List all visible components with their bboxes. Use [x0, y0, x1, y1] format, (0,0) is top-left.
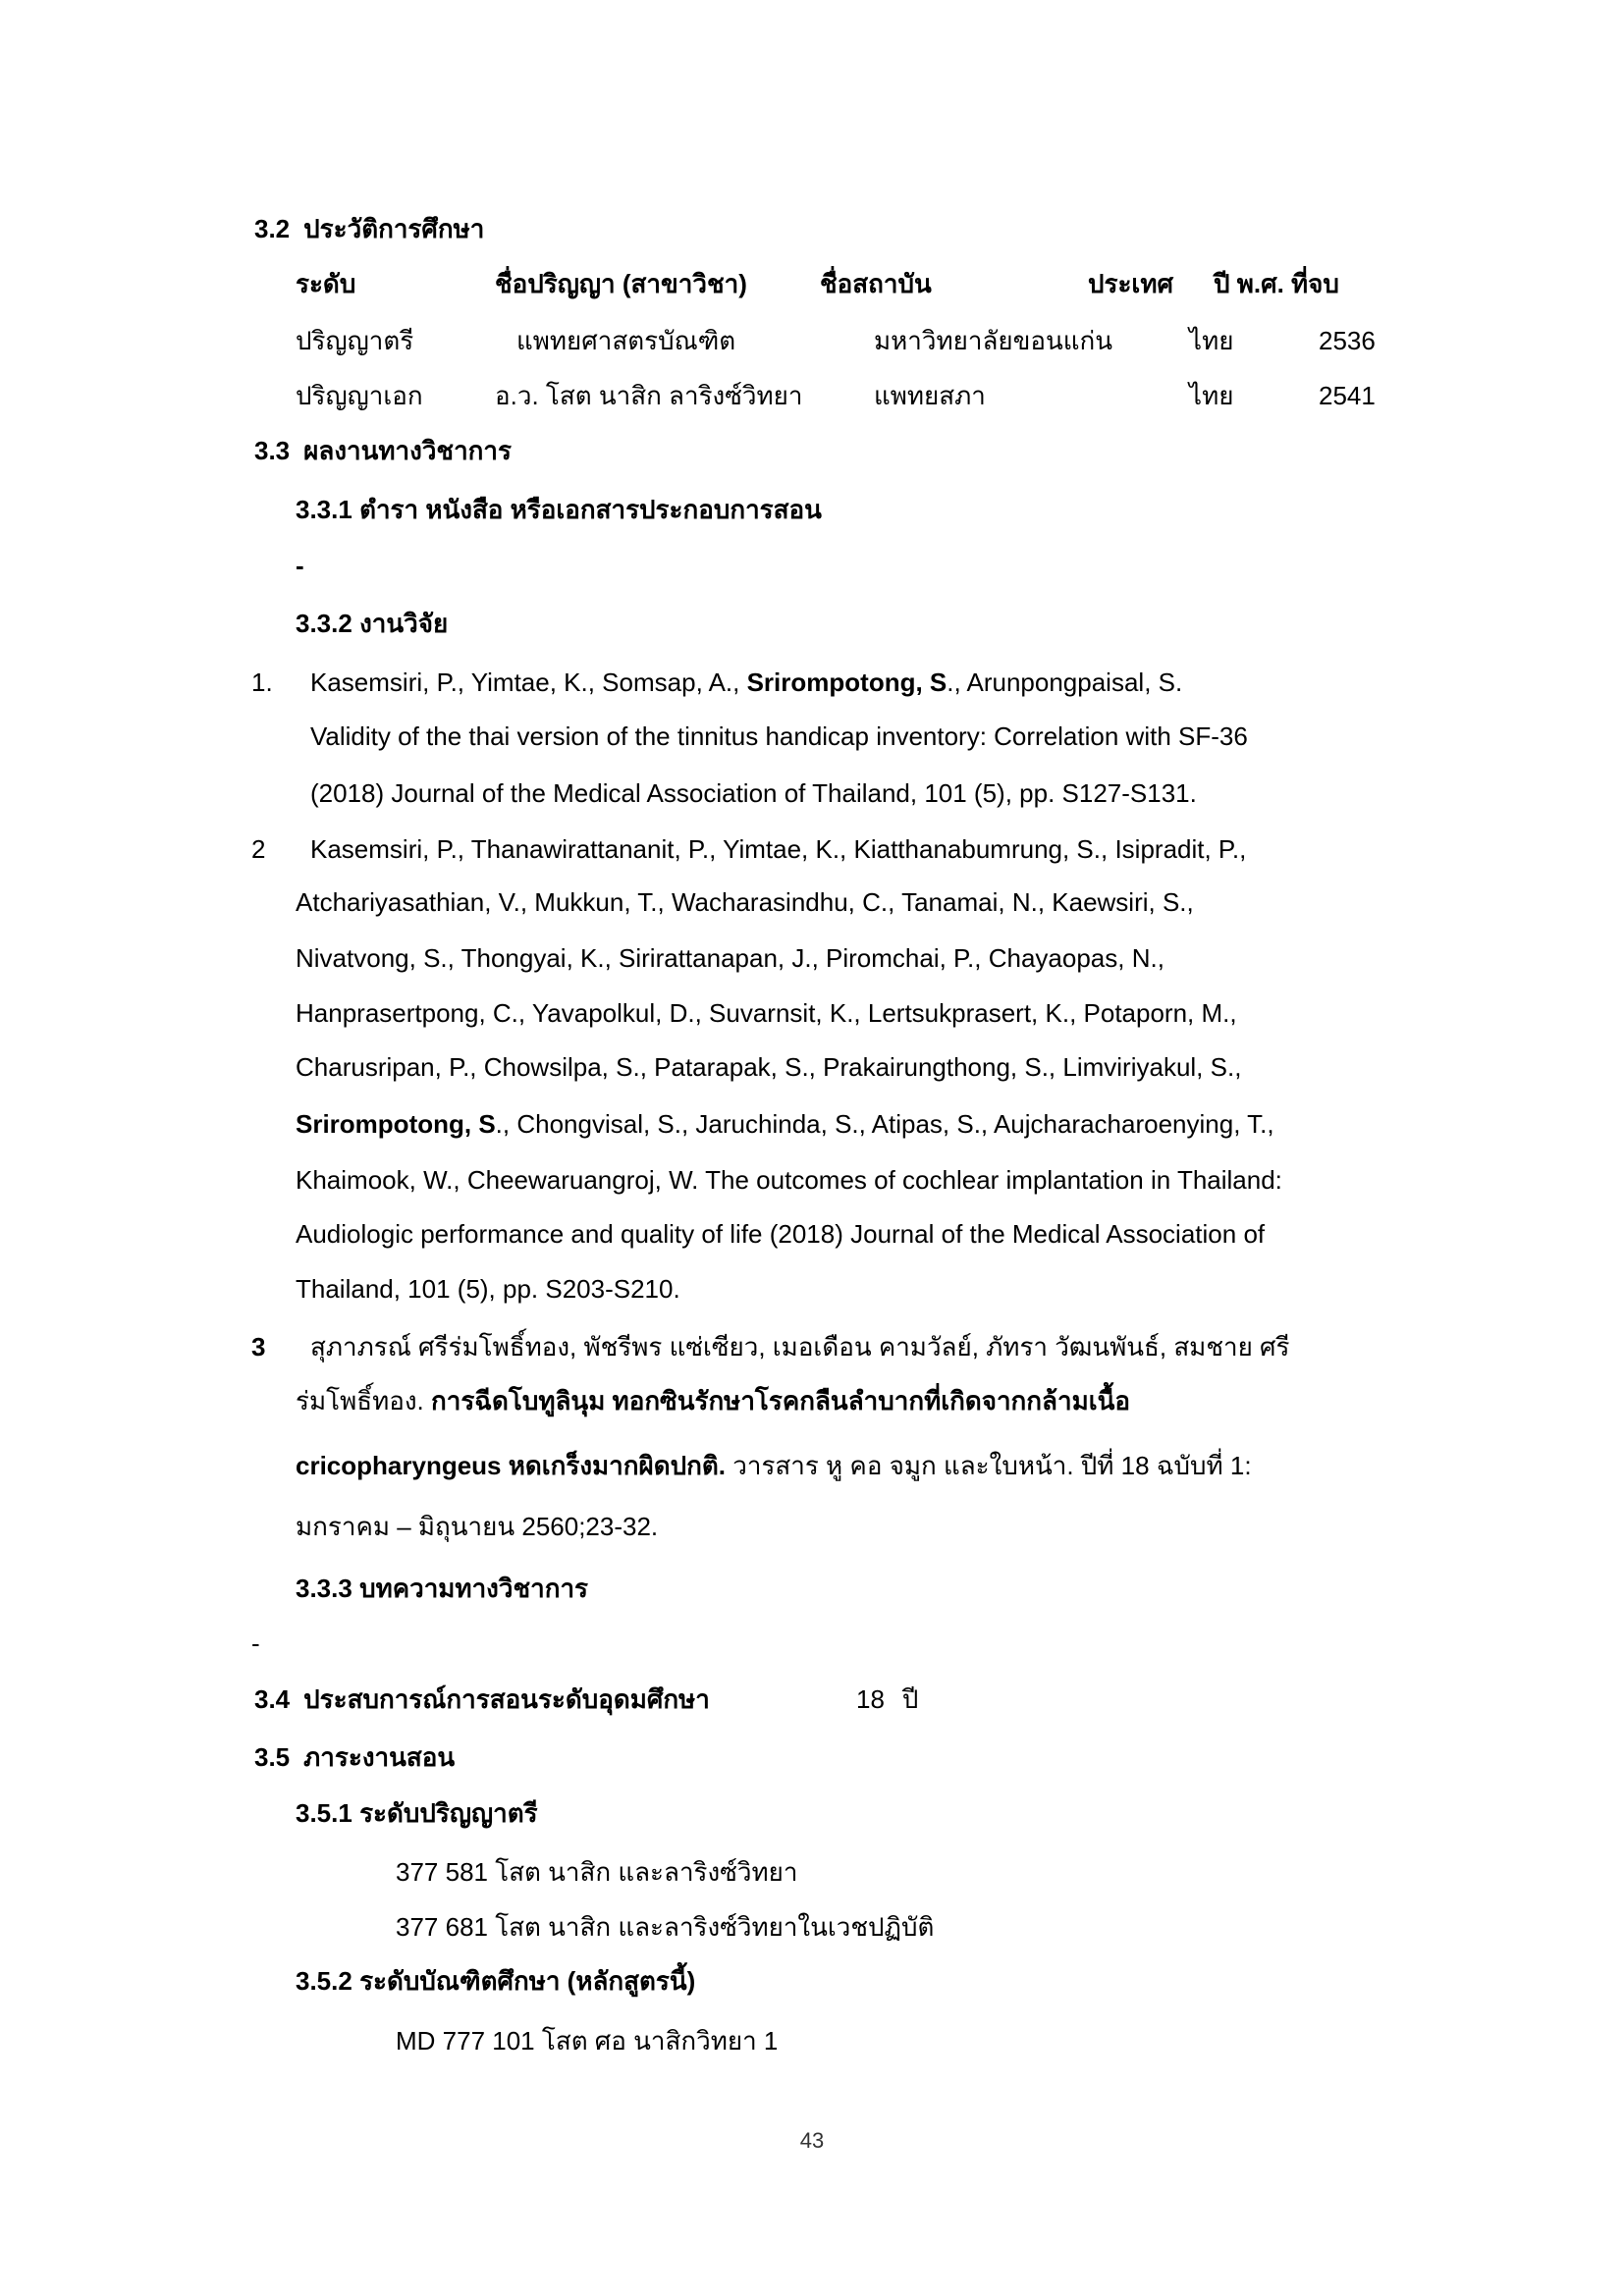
- education-header-institution: ชื่อสถาบัน: [820, 269, 932, 298]
- research-item-line: [296, 1448, 1252, 1483]
- subsection-number: 3.3.2: [296, 609, 352, 638]
- research-item-line: (2018) Journal of the Medical Association of Thailand, 101 (5), pp. S127-S131.: [310, 778, 1197, 808]
- course-item: 377 581 โสต นาสิก และลาริงซ์วิทยา: [396, 1857, 798, 1887]
- subsection-title: บทความทางวิชาการ: [359, 1574, 589, 1603]
- subsection-heading-textbooks: [296, 492, 822, 527]
- text-segment: ร่มโพธิ์ทอง.: [296, 1386, 431, 1415]
- research-item-line: Atchariyasathian, V., Mukkun, T., Wacharasindhu, C., Tanamai, N., Kaewsiri, S.,: [296, 887, 1194, 917]
- subsection-heading-graduate: [296, 1963, 695, 1999]
- education-header-degree: ชื่อปริญญา (สาขาวิชา): [495, 269, 747, 298]
- research-item-line: Hanprasertpong, C., Yavapolkul, D., Suvarnsit, K., Lertsukprasert, K., Potaporn, M.,: [296, 998, 1237, 1028]
- section-title: ประวัติการศึกษา: [303, 214, 485, 243]
- author-highlight: Srirompotong, S: [296, 1109, 496, 1139]
- research-item-marker: 3: [251, 1332, 266, 1362]
- education-cell-level: ปริญญาเอก: [296, 381, 423, 410]
- research-item-line: Khaimook, W., Cheewaruangroj, W. The outcomes of cochlear implantation in Thailand:: [296, 1165, 1282, 1195]
- education-cell-degree: แพทยศาสตรบัณฑิต: [516, 326, 736, 355]
- text-segment: ., Arunpongpaisal, S.: [947, 667, 1183, 697]
- section-title: ภาระงานสอน: [303, 1742, 456, 1772]
- research-item-line: สุภาภรณ์ ศรีร่มโพธิ์ทอง, พัชรีพร แซ่เซียว, เมอเดือน คามวัลย์, ภัทรา วัฒนพันธ์, สมชาย ศรี: [310, 1332, 1290, 1362]
- education-cell-year: 2536: [1319, 326, 1376, 355]
- research-item-line: [296, 1383, 1130, 1418]
- subsection-title: ตำรา หนังสือ หรือเอกสารประกอบการสอน: [359, 495, 822, 524]
- textbooks-content: -: [296, 551, 304, 580]
- page-number: 43: [799, 2128, 825, 2153]
- subsection-number: 3.3.1: [296, 495, 352, 524]
- research-item-line: [296, 1106, 1274, 1142]
- text-segment: Kasemsiri, P., Yimtae, K., Somsap, A.,: [310, 667, 747, 697]
- section-heading-education: [254, 211, 484, 246]
- text-segment: ., Chongvisal, S., Jaruchinda, S., Atipas, S., Aujcharacharoenying, T.,: [495, 1109, 1274, 1139]
- section-heading-teaching-experience: [254, 1682, 710, 1717]
- research-item-line: Charusripan, P., Chowsilpa, S., Patarapak, S., Prakairungthong, S., Limviriyakul, S.,: [296, 1052, 1242, 1082]
- education-header-year: ปี พ.ศ. ที่จบ: [1214, 269, 1339, 298]
- research-item-marker: 1.: [251, 667, 273, 697]
- subsection-heading-articles: [296, 1571, 588, 1606]
- teaching-experience-value: [856, 1682, 918, 1717]
- research-item-line: Audiologic performance and quality of life (2018) Journal of the Medical Association of: [296, 1219, 1266, 1249]
- education-cell-degree: อ.ว. โสต นาสิก ลาริงซ์วิทยา: [495, 381, 803, 410]
- course-item: MD 777 101 โสต ศอ นาสิกวิทยา 1: [396, 2026, 779, 2056]
- research-item-line: Nivatvong, S., Thongyai, K., Sirirattanapan, J., Piromchai, P., Chayaopas, N.,: [296, 943, 1164, 973]
- education-cell-level: ปริญญาตรี: [296, 326, 414, 355]
- section-heading-teaching-load: [254, 1739, 455, 1775]
- text-segment: วารสาร หู คอ จมูก และใบหน้า. ปีที่ 18 ฉบับที่ 1:: [726, 1451, 1252, 1480]
- subsection-number: 3.5.1: [296, 1798, 352, 1828]
- articles-content: -: [251, 1629, 260, 1658]
- research-item-line: Thailand, 101 (5), pp. S203-S210.: [296, 1274, 680, 1304]
- education-header-level: ระดับ: [296, 269, 356, 298]
- section-title: ผลงานทางวิชาการ: [303, 436, 512, 465]
- education-cell-year: 2541: [1319, 381, 1376, 410]
- research-item-marker: 2: [251, 834, 266, 864]
- experience-unit: ปี: [901, 1684, 919, 1714]
- education-cell-country: ไทย: [1189, 381, 1234, 410]
- education-cell-country: ไทย: [1189, 326, 1234, 355]
- subsection-title: ระดับบัณฑิตศึกษา (หลักสูตรนี้): [359, 1966, 696, 1996]
- subsection-number: 3.3.3: [296, 1574, 352, 1603]
- education-cell-institution: แพทยสภา: [874, 381, 986, 410]
- subsection-title: งานวิจัย: [359, 609, 449, 638]
- author-highlight: Srirompotong, S: [746, 667, 947, 697]
- section-title: ประสบการณ์การสอนระดับอุดมศึกษา: [303, 1684, 710, 1714]
- section-number: 3.5: [254, 1742, 291, 1772]
- experience-years: 18: [856, 1684, 885, 1714]
- section-number: 3.3: [254, 436, 291, 465]
- research-item-line: มกราคม – มิถุนายน 2560;23-32.: [296, 1512, 659, 1541]
- research-item-line: Kasemsiri, P., Thanawirattananit, P., Yimtae, K., Kiatthanabumrung, S., Isipradit, P.,: [310, 834, 1247, 864]
- article-title: การฉีดโบทูลินุม ทอกซินรักษาโรคกลืนลำบากที่เกิดจากกล้ามเนื้อ: [430, 1386, 1130, 1415]
- education-cell-institution: มหาวิทยาลัยขอนแก่น: [874, 326, 1113, 355]
- section-number: 3.2: [254, 214, 291, 243]
- subsection-heading-research: [296, 606, 448, 641]
- course-item: 377 681 โสต นาสิก และลาริงซ์วิทยาในเวชปฏิบัติ: [396, 1912, 935, 1942]
- subsection-heading-undergraduate: [296, 1795, 538, 1831]
- research-item-line: [310, 665, 1182, 700]
- section-heading-academic-work: [254, 433, 512, 468]
- research-item-line: Validity of the thai version of the tinnitus handicap inventory: Correlation with SF-36: [310, 721, 1248, 751]
- section-number: 3.4: [254, 1684, 291, 1714]
- subsection-number: 3.5.2: [296, 1966, 352, 1996]
- article-title: cricopharyngeus หดเกร็งมากผิดปกติ.: [296, 1451, 727, 1480]
- subsection-title: ระดับปริญญาตรี: [359, 1798, 538, 1828]
- education-header-country: ประเทศ: [1088, 269, 1173, 298]
